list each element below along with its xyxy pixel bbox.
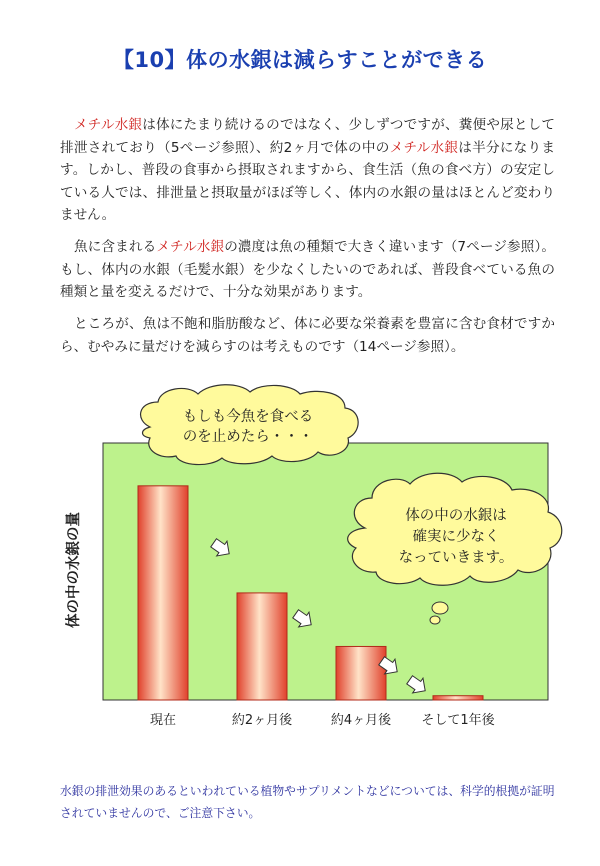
- paragraph-1: [60, 114, 555, 227]
- footnote: 水銀の排泄効果のあるといわれている植物やサプリメントなどについては、科学的根拠が証明されていませんので、ご注意下さい。: [60, 784, 555, 820]
- callout-1-line-1: もしも今魚を食べる: [182, 409, 314, 425]
- x-tick-label: そして1年後: [421, 713, 495, 728]
- callout-2-line-3: なっていきます。: [398, 550, 514, 566]
- highlight-term: メチル水銀: [74, 117, 143, 133]
- paragraph-2: [60, 236, 555, 304]
- paragraph-text: は体にたまり続けるのではなく、少しずつですが、糞便や尿として排泄されており（5ページ参照）、約2ヶ月で体の中の: [60, 117, 555, 156]
- paragraph-text: の濃度は魚の種類で大きく違います（7ページ参照）。もし、体内の水銀（毛髪水銀）を少なくしたいのであれば、普段食べている魚の種類と量を変えるだけで、十分な効果があります。: [60, 239, 556, 300]
- bar-3: [433, 696, 483, 700]
- bar-2: [336, 646, 386, 700]
- callout-1-line-2: のを止めたら・・・: [182, 429, 314, 445]
- paragraph-text: 魚に含まれる: [74, 239, 157, 255]
- mercury-reduction-chart: [0, 380, 600, 740]
- x-tick-label: 約2ヶ月後: [231, 713, 293, 728]
- highlight-term: メチル水銀: [389, 139, 459, 156]
- paragraph-text: ところが、魚は不飽和脂肪酸など、体に必要な栄養素を豊富に含む食材ですから、むやみに量だけを減らすのは考えものです（14ページ参照）。: [60, 316, 555, 355]
- paragraph-text: は半分になります。しかし、普段の食事から摂取されますから、食生活（魚の食べ方）の安定している人では、排泄量と摂取量がほぼ等しく、体内の水銀の量はほとんど変わりません。: [60, 139, 555, 223]
- bar-1: [237, 593, 287, 700]
- paragraph-3: [60, 313, 555, 358]
- callout-cloud-1: [141, 385, 359, 465]
- y-axis-label: 体の中の水銀の量: [66, 512, 82, 628]
- bar-0: [138, 486, 188, 700]
- x-tick-label: 現在: [149, 713, 177, 728]
- callout-2-line-2: 確実に少なく: [412, 529, 500, 545]
- callout-2-line-1: 体の中の水銀は: [405, 508, 507, 524]
- page-title: 【10】体の水銀は減らすことができる: [112, 48, 488, 72]
- x-tick-label: 約4ヶ月後: [330, 713, 392, 728]
- highlight-term: メチル水銀: [156, 239, 225, 255]
